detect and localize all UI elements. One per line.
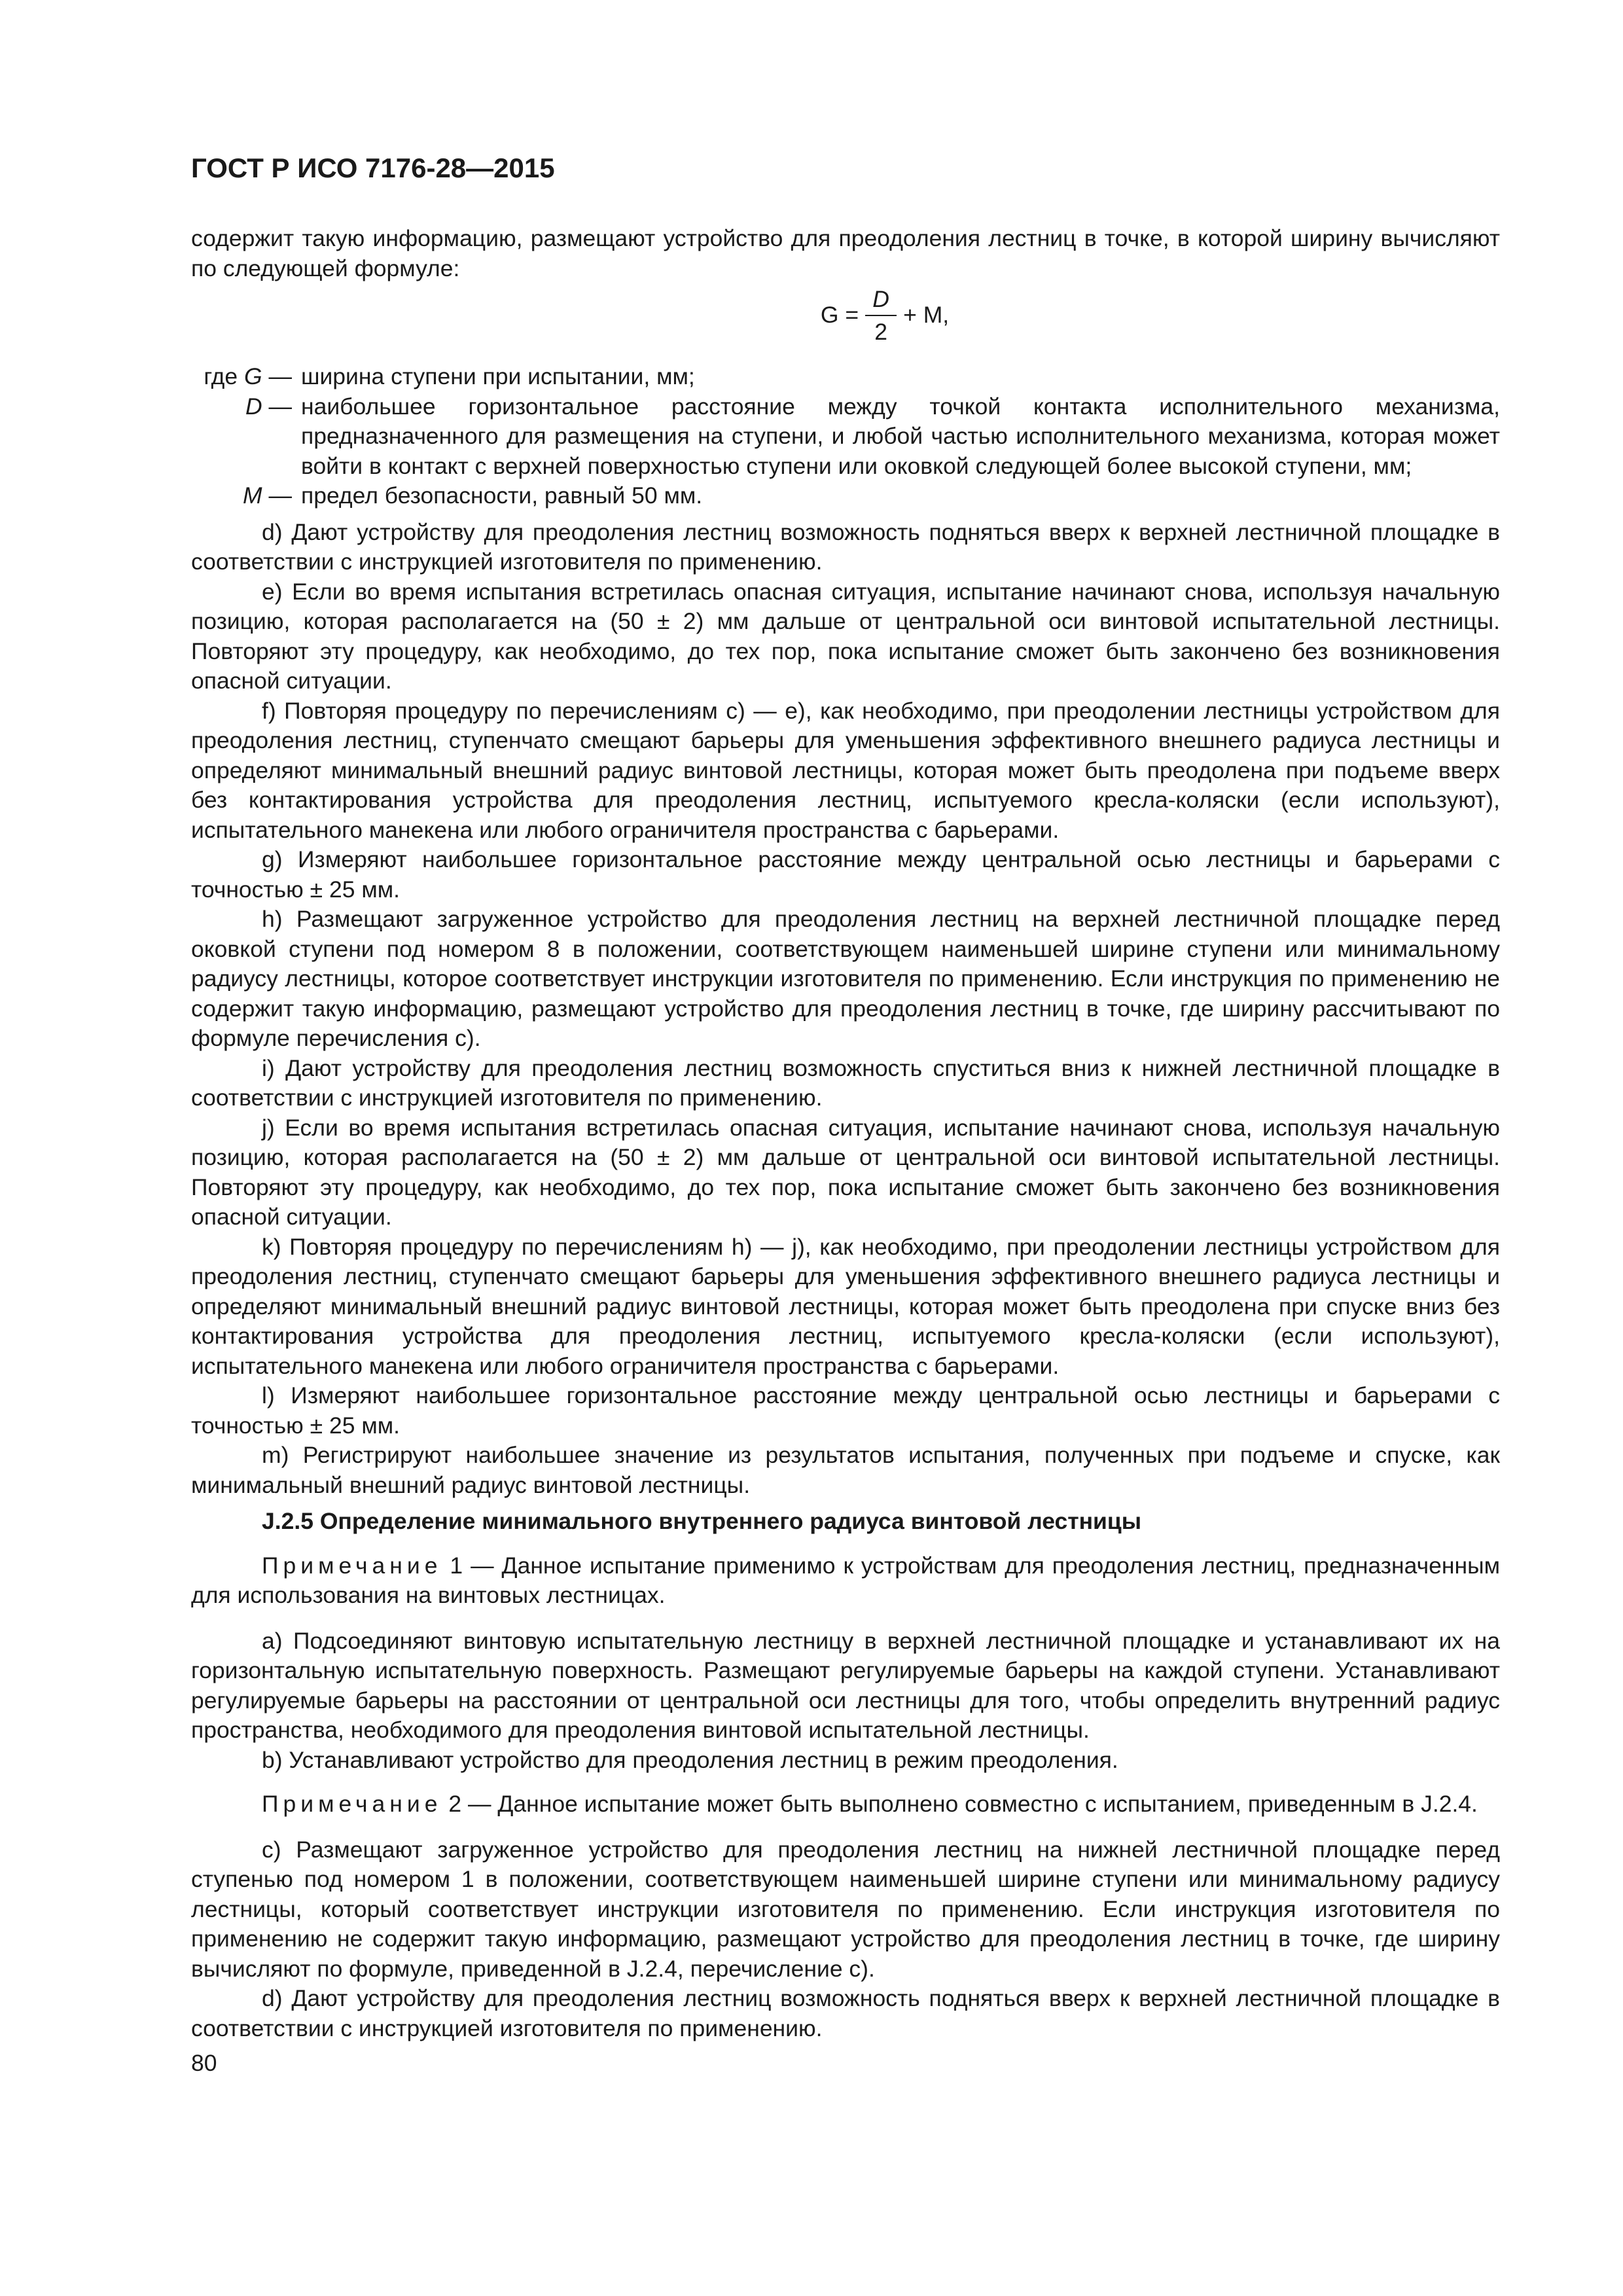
document-page (191, 152, 1500, 2079)
intro-paragraph: содержит такую информацию, размещают устройство для преодоления лестниц в точке, в которой ширину вычисляют по следующей формуле: (191, 225, 1500, 281)
legend-prefix: где (204, 363, 238, 389)
formula-legend (191, 362, 1500, 511)
formula-fraction (865, 285, 897, 346)
list-item-g: g) Измеряют наибольшее горизонтальное расстояние между центральной осью лестницы и барьерами с точностью ± 25 мм. (191, 846, 1500, 903)
list-item-i: i) Дают устройству для преодоления лестниц возможность спуститься вниз к нижней лестничной площадке в соответствии с инструкцией изготовителя по применению. (191, 1054, 1500, 1111)
legend-dash: — (268, 482, 292, 509)
list-item-e: e) Если во время испытания встретилась опасная ситуация, испытание начинают снова, используя начальную позицию, которая располагается на (50 ± 2) мм дальше от центральной оси винтовой испытательной лестницы. Повторяют эту процедуру, как необходимо, до тех пор, пока испытание сможет быть закончено без возникновения опасной ситуации. (191, 578, 1500, 694)
note-1 (191, 1551, 1500, 1611)
legend-text: предел безопасности, равный 50 мм. (301, 482, 703, 509)
list-item-b: b) Устанавливают устройство для преодоления лестниц в режим преодоления. (262, 1746, 1118, 1773)
note-label: Примечание (262, 1791, 442, 1817)
subsection-heading: J.2.5 Определение минимального внутреннего радиуса винтовой лестницы (262, 1508, 1142, 1534)
note-label: Примечание (262, 1552, 442, 1579)
note-text: 1 — Данное испытание применимо к устройствам для преодоления лестниц, предназначенным для использования на винтовых лестницах. (191, 1552, 1500, 1608)
list-item-k: k) Повторяя процедуру по перечислениям h) — j), как необходимо, при преодолении лестницы устройством для преодоления лестниц, ступенчато смещают барьеры для уменьшения эффективного внешнего радиуса лестницы и определяют минимальный внешний радиус винтовой лестницы, которая может быть преодолена при спуске вниз без контактирования устройства для преодоления лестниц, испытуемого кресла-коляски (если используют), испытательного манекена или любого ограничителя пространства с барьерами. (191, 1233, 1500, 1379)
list-item-c: c) Размещают загруженное устройство для преодоления лестниц на нижней лестничной площадке перед ступенью под номером 1 в положении, соответствующем наименьшей ширине ступени или минимальному радиусу лестницы, который соответствует инструкции изготовителя по применению. Если инструкция изготовителя по применению не содержит такую информацию, размещают устройство для преодоления лестниц в точке, где ширину вычисляют по формуле, приведенной в J.2.4, перечисление с). (191, 1836, 1500, 1982)
formula-numerator: D (872, 286, 889, 312)
note-text: 2 — Данное испытание может быть выполнено совместно с испытанием, приведенным в J.2.4. (448, 1791, 1478, 1817)
formula-lhs: G = (820, 302, 859, 329)
legend-dash: — (268, 363, 292, 389)
legend-symbol-m: M (243, 482, 262, 509)
legend-symbol-d: D (245, 393, 262, 420)
document-body (191, 224, 1500, 2043)
page-number: 80 (191, 2050, 217, 2076)
legend-text: наибольшее горизонтальное расстояние между точкой контакта исполнительного механизма, предназначенного для размещения на ступени, и любой частью исполнительного механизма, которая может войти в контакт с верхней поверхностью ступени или оковкой следующей более высокой ступени, мм; (301, 393, 1500, 479)
list-item-l: l) Измеряют наибольшее горизонтальное расстояние между центральной осью лестницы и барьерами с точностью ± 25 мм. (191, 1382, 1500, 1439)
legend-symbol (191, 481, 301, 511)
document-header: ГОСТ Р ИСО 7176-28—2015 (191, 152, 555, 183)
legend-text: ширина ступени при испытании, мм; (301, 363, 695, 389)
legend-symbol-g: G (244, 363, 262, 389)
list-item-j: j) Если во время испытания встретилась опасная ситуация, испытание начинают снова, используя начальную позицию, которая располагается на (50 ± 2) мм дальше от центральной оси винтовой испытательной лестницы. Повторяют эту процедуру, как необходимо, до тех пор, пока испытание сможет быть закончено без возникновения опасной ситуации. (191, 1114, 1500, 1230)
formula-rhs: + M, (903, 302, 950, 329)
legend-symbol (191, 362, 301, 392)
formula (191, 285, 1500, 346)
list-item-m: m) Регистрируют наибольшее значение из результатов испытания, полученных при подъеме и спуске, как минимальный внешний радиус винтовой лестницы. (191, 1442, 1500, 1498)
list-item-a: a) Подсоединяют винтовую испытательную лестницу в верхней лестничной площадке и устанавливают их на горизонтальную испытательную поверхность. Размещают регулируемые барьеры на каждой ступени. Устанавливают регулируемые барьеры на расстоянии от центральной оси лестницы для того, чтобы определить внутренний радиус пространства, необходимого для преодоления винтовой испытательной лестницы. (191, 1627, 1500, 1743)
list-item-h: h) Размещают загруженное устройство для преодоления лестниц на верхней лестничной площадке перед оковкой ступени под номером 8 в положении, соответствующем наименьшей ширине ступени или минимальному радиусу лестницы, которое соответствует инструкции изготовителя по применению. Если инструкция по применению не содержит такую информацию, размещают устройство для преодоления лестниц в точке, где ширину рассчитывают по формуле перечисления с). (191, 906, 1500, 1051)
formula-denominator: 2 (874, 319, 887, 345)
fraction-bar (865, 315, 897, 316)
note-2 (191, 1789, 1500, 1820)
list-item-d-2: d) Дают устройству для преодоления лестниц возможность подняться вверх к верхней лестничной площадке в соответствии с инструкцией изготовителя по применению. (191, 1985, 1500, 2041)
legend-dash: — (268, 393, 292, 420)
list-item-f: f) Повторяя процедуру по перечислениям с) — е), как необходимо, при преодолении лестницы устройством для преодоления лестниц, ступенчато смещают барьеры для уменьшения эффективного внешнего радиуса лестницы и определяют минимальный внешний радиус винтовой лестницы, которая может быть преодолена при подъеме вверх без контактирования устройства для преодоления лестниц, испытуемого кресла-коляски (если используют), испытательного манекена или любого ограничителя пространства с барьерами. (191, 697, 1500, 843)
legend-symbol (191, 392, 301, 482)
list-item-d: d) Дают устройству для преодоления лестниц возможность подняться вверх к верхней лестничной площадке в соответствии с инструкцией изготовителя по применению. (191, 518, 1500, 575)
